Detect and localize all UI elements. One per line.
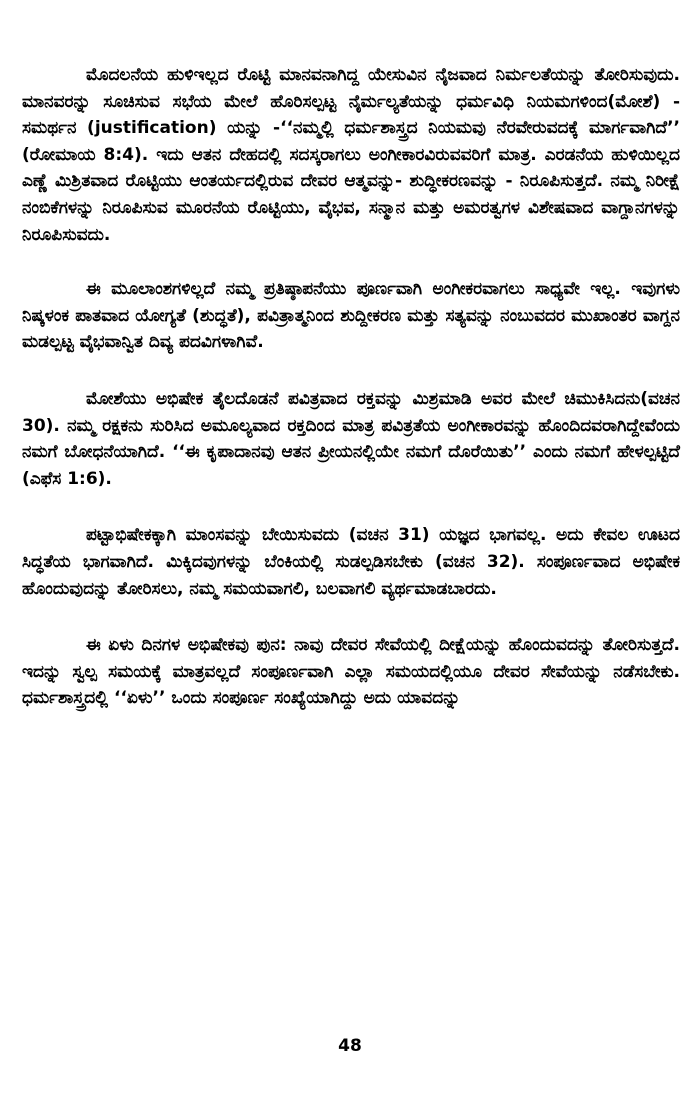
paragraph-4-text: ಪಟ್ಟಾಭಿಷೇಕಕ್ಕಾಗಿ ಮಾಂಸವನ್ನು ಬೇಯಿಸುವದು (ವಚನ 31) ಯಜ್ಞದ ಭಾಗವಲ್ಲ. ಅದು ಕೇವಲ ಊಟದ ಸಿದ್ಧತೆಯ ಭಾಗವಾಗಿದೆ. ಮಿಕ್ಕಿದವುಗಳನ್ನು ಬೆಂಕಿಯಲ್ಲಿ ಸುಡಲ್ಪಡಿಸಬೇಕು (ವಚನ 32). ಸಂಪೂರ್ಣವಾದ ಅಭಿಷೇಕ ಹೊಂದುವುದನ್ನು ತೋರಿಸಲು, ನಮ್ಮ ಸಮಯವಾಗಲಿ, ಬಲವಾಗಲಿ ವ್ಯರ್ಥಮಾಡಬಾರದು.	[22, 525, 680, 599]
paragraph-3-text: ಮೋಶೆಯು ಅಭಿಷೇಕ ತೈಲದೊಡನೆ ಪವಿತ್ರವಾದ ರಕ್ತವನ್ನು ಮಿಶ್ರಮಾಡಿ ಅವರ ಮೇಲೆ ಚಿಮುಕಿಸಿದನು(ವಚನ 30). ನಮ್ಮ ರಕ್ಷಕನು ಸುರಿಸಿದ ಅಮೂಲ್ಯವಾದ ರಕ್ತದಿಂದ ಮಾತ್ರ ಪವಿತ್ರತೆಯ ಅಂಗೀಕಾರವನ್ನು ಹೊಂದಿದವರಾಗಿದ್ದೇವೆಂದು ನಮಗೆ ಬೋಧನೆಯಾಗಿದೆ. ‘‘ಈ ಕೃಪಾದಾನವು ಆತನ ಪ್ರೀಯನಲ್ಲಿಯೇ ನಮಗೆ ದೊರೆಯಿತು’’ ಎಂದು ನಮಗೆ ಹೇಳಲ್ಪಟ್ಟಿದೆ (ಎಫೆಸ 1:6).	[22, 388, 680, 489]
paragraph-5-text: ಈ ಏಳು ದಿನಗಳ ಅಭಿಷೇಕವು ಪುನ: ನಾವು ದೇವರ ಸೇವೆಯಲ್ಲಿ ದೀಕ್ಷೆಯನ್ನು ಹೊಂದುವದನ್ನು ತೋರಿಸುತ್ತದೆ. ಇದನ್ನು ಸ್ವಲ್ಪ ಸಮಯಕ್ಕೆ ಮಾತ್ರವಲ್ಲದೆ ಸಂಪೂರ್ಣವಾಗಿ ಎಲ್ಲಾ ಸಮಯದಲ್ಲಿಯೂ ದೇವರ ಸೇವೆಯನ್ನು ನಡೆಸಬೇಕು. ಧರ್ಮಶಾಸ್ತ್ರದಲ್ಲಿ ‘‘ಏಳು’’ ಒಂದು ಸಂಪೂರ್ಣ ಸಂಖ್ಯೆಯಾಗಿದ್ದು ಅದು ಯಾವದನ್ನು	[22, 635, 680, 709]
page-number: 48	[338, 1036, 362, 1056]
paragraph-5	[22, 632, 680, 712]
paragraph-1-text: ಮೊದಲನೆಯ ಹುಳಿಇಲ್ಲದ ರೊಟ್ಟಿ ಮಾನವನಾಗಿದ್ದ ಯೇಸುವಿನ ನೈಜವಾದ ನಿರ್ಮಲತೆಯನ್ನು ತೋರಿಸುವುದು. ಮಾನವರನ್ನು ಸೂಚಿಸುವ ಸಭೆಯ ಮೇಲೆ ಹೊರಿಸಲ್ಪಟ್ಟ ನೈರ್ಮಲ್ಯತೆಯನ್ನು ಧರ್ಮವಿಧಿ ನಿಯಮಗಳಿಂದ(ಮೋಶೆ) - ಸಮರ್ಥನ (justification) ಯನ್ನು -‘‘ನಮ್ಮಲ್ಲಿ ಧರ್ಮಶಾಸ್ತ್ರದ ನಿಯಮವು ನೆರವೇರುವದಕ್ಕೆ ಮಾರ್ಗವಾಗಿದೆ’’ (ರೋಮಾಯ 8:4). ಇದು ಆತನ ದೇಹದಲ್ಲಿ ಸದಸ್ಕರಾಗಲು ಅಂಗೀಕಾರವಿರುವವರಿಗೆ ಮಾತ್ರ. ಎರಡನೆಯ ಹುಳಿಯಿಲ್ಲದ ಎಣ್ಣೆ ಮಿಶ್ರಿತವಾದ ರೊಟ್ಟಿಯು ಆಂತರ್ಯದಲ್ಲಿರುವ ದೇವರ ಆತ್ಮವನ್ನು- ಶುದ್ಧೀಕರಣವನ್ನು - ನಿರೂಪಿಸುತ್ತದೆ. ನಮ್ಮ ನಿರೀಕ್ಷೆ ನಂಬಿಕೆಗಳನ್ನು ನಿರೂಪಿಸುವ ಮೂರನೆಯ ರೊಟ್ಟಿಯು, ವೈಭವ, ಸನ್ಮಾನ ಮತ್ತು ಅಮರತ್ವಗಳ ವಿಶೇಷವಾದ ವಾಗ್ದಾನಗಳನ್ನು ನಿರೂಪಿಸುವದು.	[22, 65, 680, 245]
paragraph-2	[22, 276, 680, 356]
paragraph-4	[22, 522, 680, 602]
paragraph-2-text: ಈ ಮೂಲಾಂಶಗಳಿಲ್ಲದೆ ನಮ್ಮ ಪ್ರತಿಷ್ಠಾಪನೆಯು ಪೂರ್ಣವಾಗಿ ಅಂಗೀಕರವಾಗಲು ಸಾಧ್ಯವೇ ಇಲ್ಲ. ಇವುಗಳು ನಿಷ್ಕಳಂಕ ಪಾತವಾದ ಯೋಗ್ಯತೆ (ಶುದ್ಧತೆ), ಪವಿತ್ರಾತ್ಮನಿಂದ ಶುದ್ದೀಕರಣ ಮತ್ತು ಸತ್ಯವನ್ನು ನಂಬುವದರ ಮುಖಾಂತರ ವಾಗ್ದನ ಮಡಲ್ಪಟ್ಟ ವೈಭವಾನ್ವಿತ ದಿವ್ಯ ಪದವಿಗಳಾಗಿವೆ.	[22, 279, 680, 353]
paragraph-1	[22, 62, 680, 248]
paragraph-3	[22, 386, 680, 492]
